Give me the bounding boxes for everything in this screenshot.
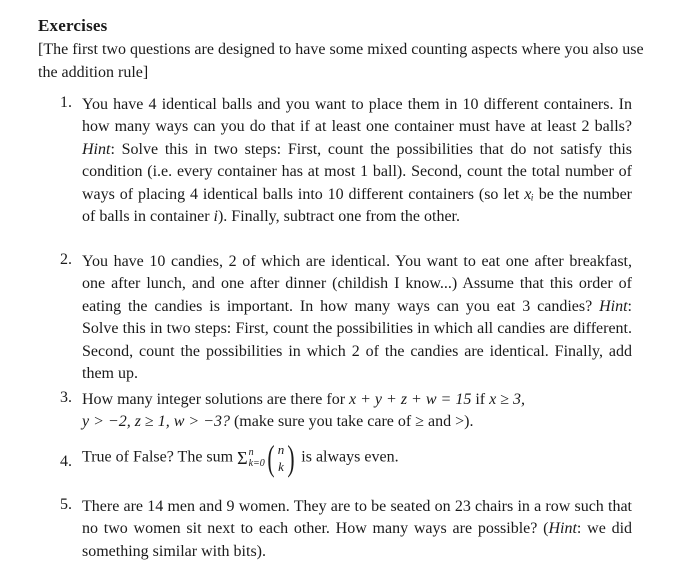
hint-label: Hint: [82, 140, 111, 158]
item-text: How many integer solutions are there for x + y + z + w = 15 if x ≥ 3, y > −2, z ≥ 1, w > −3? (make sure you take care of ≥ and >).: [82, 391, 525, 431]
equation: x + y + z + w = 15: [349, 391, 472, 408]
item-number: 4.: [60, 453, 72, 470]
condition: y > −2, z ≥ 1, w > −3?: [82, 413, 230, 431]
left-paren: (: [267, 438, 275, 478]
item-number: 3.: [60, 389, 72, 406]
item-text: You have 10 candies, 2 of which are identical. You want to eat one after breakfast, one after lunch, and one after dinner (childish I know...) Assume that this order of eating the candies is important. In how many ways can you eat 3 candies? Hint: Solve this in two steps: First, count the possibilities in which all candies are different. Second, count the possibilities in which 2 of the candies are identical. Finally, add them up.: [82, 253, 632, 383]
intro-note: [The first two questions are designed to have some mixed counting aspects where you also use the addition rule]: [38, 41, 644, 81]
item-text: True of False? The sum Σ n k=0 ( n k ) is always even.: [82, 438, 399, 478]
item-number: 5.: [60, 496, 72, 513]
condition: x ≥ 3,: [489, 391, 525, 408]
variable: i: [213, 208, 218, 226]
right-paren: ): [287, 438, 295, 478]
binomial-coefficient: n k: [277, 442, 285, 474]
variable: xᵢ: [524, 185, 534, 203]
binomial-sum: Σ n k=0 ( n k ): [237, 438, 295, 478]
item-text: You have 4 identical balls and you want to place them in 10 different containers. In how many ways can you do that if at least one container must have at least 2 balls? Hint: Solve this in two steps: First, count the possibilities that do not satisfy this condition (i.e. every container has at most 1 ball). Second, count the total number of ways of placing 4 identical balls into 10 different containers (so let xᵢ be the number of balls in container i). Finally, subtract one from the other.: [82, 96, 632, 226]
item-number: 2.: [60, 251, 72, 268]
item-number: 1.: [60, 94, 72, 111]
hint-label: Hint: [548, 520, 577, 538]
section-heading: Exercises: [38, 16, 108, 35]
item-text: There are 14 men and 9 women. They are to be seated on 23 chairs in a row such that no two women sit next to each other. How many ways are possible? (Hint: we did something similar with bits).: [82, 498, 633, 560]
hint-label: Hint: [599, 297, 628, 315]
